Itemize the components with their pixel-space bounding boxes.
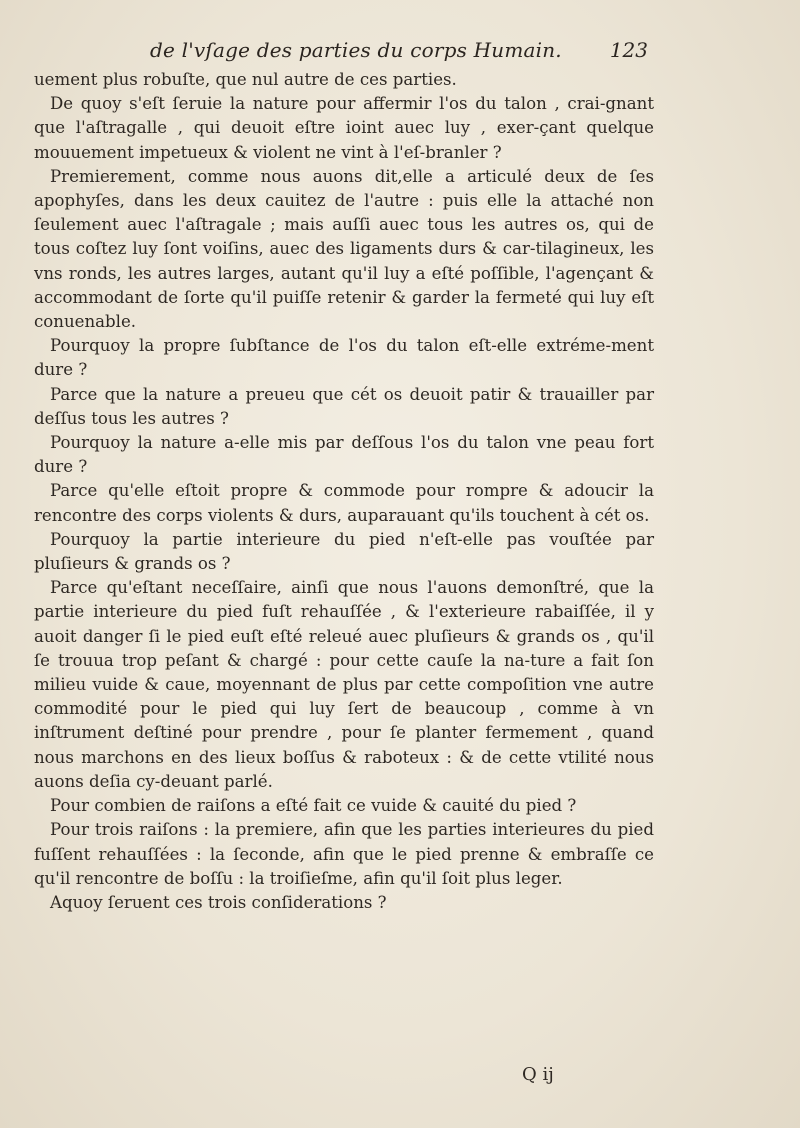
paragraph: uement plus robuſte, que nul autre de ces parties.	[34, 70, 457, 89]
page-header	[0, 34, 800, 68]
body-text	[34, 68, 654, 915]
paragraph: Parce qu'elle eſtoit propre & commode pour rompre & adoucir la rencontre des corps violents & durs, auparauant qu'ils touchent à cét os.	[34, 481, 654, 525]
signature-mark: Q ij	[522, 1064, 554, 1085]
paragraph: Pourquoy la nature a-elle mis par deſſous l'os du talon vne peau fort dure ?	[34, 433, 654, 477]
paragraph: De quoy s'eſt ſeruie la nature pour affermir l'os du talon , crai-gnant que l'aſtragalle , qui deuoit eſtre ioint auec luy , exer-çant quelque mouuement impetueux & violent ne vint à l'eſ-branler ?	[34, 94, 654, 162]
paragraph: Parce que la nature a preueu que cét os deuoit patir & trauailler par deſſus tous les autres ?	[34, 384, 654, 428]
paragraph: Pourquoy la partie interieure du pied n'eſt-elle pas vouſtée par pluſieurs & grands os ?	[34, 529, 654, 574]
page-number: 123	[609, 38, 648, 62]
paragraph: Parce qu'eſtant neceſſaire, ainſi que nous l'auons demonſtré, que la partie interieure du pied fuſt rehauſſée , & l'exterieure rabaiſſée, il y auoit danger ſi le pied euſt eſté releué auec pluſieurs & grands os , qu'il ſe trouua trop peſant & chargé : pour cette cauſe la na-ture a fait ſon milieu vuide & caue, moyennant de plus par cette compoſition vne autre commodité pour le pied qui luy ſert de beaucoup , comme à vn inſtrument deſtiné pour prendre , pour ſe planter fermement , quand nous marchons en des lieux boſſus & raboteux : & de cette vtilité nous auons deſia cy-deuant parlé.	[34, 578, 654, 791]
paragraph: Aquoy ſeruent ces trois conſiderations ?	[50, 892, 387, 912]
paragraph: Pour combien de raiſons a eſté fait ce vuide & cauité du pied ?	[50, 796, 577, 816]
paragraph: Pourquoy la propre ſubſtance de l'os du talon eſt-elle extréme-ment dure ?	[34, 336, 654, 380]
paragraph: Pour trois raiſons : la premiere, afin que les parties interieures du pied fuſſent rehauſſées : la ſeconde, afin que le pied prenne & embraſſe ce qu'il rencontre de boſſu : la troiſieſme, afin qu'il ſoit plus leger.	[34, 820, 654, 888]
running-head: de l'vſage des parties du corps Humain.	[150, 38, 562, 62]
paragraph: Premierement, comme nous auons dit,elle a articulé deux de ſes apophyſes, dans les deux cauitez de l'autre : puis elle la attaché non ſeulement auec l'aſtragale ; mais auſſi auec tous les autres os, qui de tous coſtez luy ſont voiſins, auec des ligaments durs & car-tilagineux, les vns ronds, les autres larges, autant qu'il luy a eſté poſſible, l'agençant & accommodant de ſorte qu'il puiſſe retenir & garder la fermeté qui luy eſt conuenable.	[34, 166, 654, 332]
